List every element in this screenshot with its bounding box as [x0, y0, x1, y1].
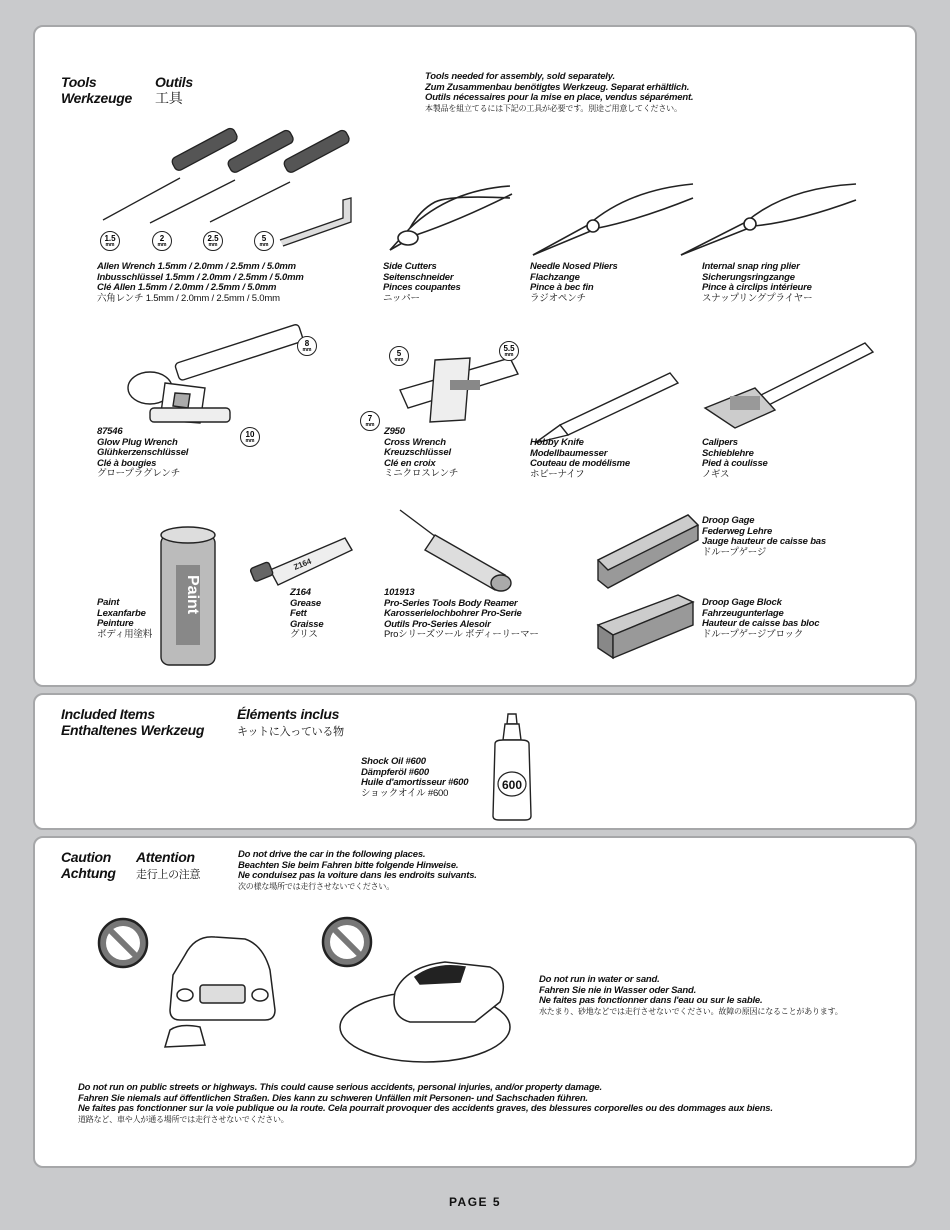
shock-oil-bottle-illustration [487, 712, 537, 822]
grease-tube-illustration [250, 530, 360, 590]
droop-gage-block-label: Droop Gage Block Fahrzeugunterlage Hauteur de caisse bas bloc ドループゲージブロック [702, 597, 820, 640]
allen-size-badge: 2.5 mm [203, 231, 223, 251]
droop-gage-label: Droop Gage Federweg Lehre Jauge hauteur de caisse bas ドループゲージ [702, 515, 826, 558]
needle-pliers-illustration [528, 180, 698, 260]
cross-size-badge: 5 mm [389, 346, 409, 366]
hobby-knife-label: Hobby Knife Modellbaumesser Couteau de modélisme ホビーナイフ [530, 437, 630, 480]
allen-size-badge: 2 mm [152, 231, 172, 251]
bottle-label-text: 600 [501, 778, 523, 792]
glow-plug-wrench-label: 87546 Glow Plug Wrench Glühkerzenschlüssel Clé à bougies グロープラグレンチ [97, 426, 189, 479]
no-street-driving-illustration [95, 915, 295, 1065]
body-reamer-illustration [395, 505, 525, 595]
allen-size-badge: 1.5 mm [100, 231, 120, 251]
paint-label: Paint Lexanfarbe Peinture ボディ用塗料 [97, 597, 153, 640]
grease-tube-text: Z164 [292, 556, 313, 572]
droop-gage-illustration [593, 510, 703, 590]
needle-pliers-label: Needle Nosed Pliers Flachzange Pince à bec fin ラジオペンチ [530, 261, 618, 304]
cross-size-badge: 5.5 mm [499, 341, 519, 361]
caution-heading: Caution Attention Achtung 走行上の注意 [61, 849, 201, 881]
included-heading: Included Items Éléments inclus Enthaltenes Werkzeug キットに入っている物 [61, 706, 344, 738]
glow-plug-wrench-illustration [120, 338, 320, 438]
snap-ring-plier-label: Internal snap ring plier Sicherungsringzange Pince à circlips intérieure スナップリングプライヤー [702, 261, 813, 304]
cross-wrench-label: Z950 Cross Wrench Kreuzschlüssel Clé en croix ミニクロスレンチ [384, 426, 459, 479]
side-cutters-label: Side Cutters Seitenschneider Pinces coupantes ニッパー [383, 261, 461, 304]
droop-gage-block-illustration [593, 590, 703, 660]
no-streets-label: Do not run on public streets or highways. This could cause serious accidents, personal injuries, and/or property damage. Fahren Sie niemals auf öffentlichen Straßen. Dies kann zu schweren Unfällen mit Personen- und Sachschaden führen. Ne faites pas fonctionner sur la voie publique ou la route. Cela pourrait provoquer des accidents graves, des blessures corporelles ou des dommages aux biens. 道路など、車や人が通る場所では走行させないでください。 [78, 1082, 773, 1124]
allen-wrench-label: Allen Wrench 1.5mm / 2.0mm / 2.5mm / 5.0mm Inbusschlüssel 1.5mm / 2.0mm / 2.5mm / 5.0mm Clé Allen 1.5mm / 2.0mm / 2.5mm / 5.0mm 六角レンチ 1.5mm / 2.0mm / 2.5mm / 5.0mm [97, 261, 304, 304]
tools-heading: Tools Outils Werkzeuge 工具 [61, 74, 193, 106]
tools-note: Tools needed for assembly, sold separately. Zum Zusammenbau benötigtes Werkzeug. Separat erhältlich. Outils nécessaires pour la mise en place, vendus séparément. 本製品を組立てるには下記の工具が必要です。別途ご用意してください。 [425, 71, 694, 113]
grease-label: Z164 Grease Fett Graisse グリス [290, 587, 324, 640]
side-cutters-illustration [380, 180, 520, 260]
body-reamer-label: 101913 Pro-Series Tools Body Reamer Karosserielochbohrer Pro-Serie Outils Pro-Series Alesoir Proシリーズツール ボディーリーマー [384, 587, 539, 640]
caution-note: Do not drive the car in the following places. Beachten Sie beim Fahren bitte folgende Hinweise. Ne conduisez pas la voiture dans les endroits suivants. 次の様な場所では走行させないでください。 [238, 849, 477, 891]
allen-wrench-illustration [95, 138, 365, 248]
glow-size-badge: 8 mm [297, 336, 317, 356]
no-water-label: Do not run in water or sand. Fahren Sie nie in Wasser oder Sand. Ne faites pas fonctionner dans l'eau ou sur le sable. 水たまり、砂地などでは走行させないでください。故障の原因になることがあります。 [539, 974, 843, 1016]
snap-ring-plier-illustration [676, 180, 861, 260]
paint-can-illustration [158, 520, 218, 670]
cross-size-badge: 7 mm [360, 411, 380, 431]
hobby-knife-illustration [530, 365, 690, 445]
page-number: PAGE 5 [448, 1195, 502, 1209]
calipers-label: Calipers Schieblehre Pied à coulisse ノギス [702, 437, 768, 480]
shock-oil-label: Shock Oil #600 Dämpferöl #600 Huile d'amortisseur #600 ショックオイル #600 [361, 756, 469, 799]
allen-size-badge: 5 mm [254, 231, 274, 251]
no-water-driving-illustration [315, 912, 535, 1072]
calipers-illustration [695, 338, 875, 438]
cross-wrench-illustration [390, 350, 530, 430]
paint-can-text: Paint [184, 575, 201, 615]
glow-size-badge: 10 mm [240, 427, 260, 447]
